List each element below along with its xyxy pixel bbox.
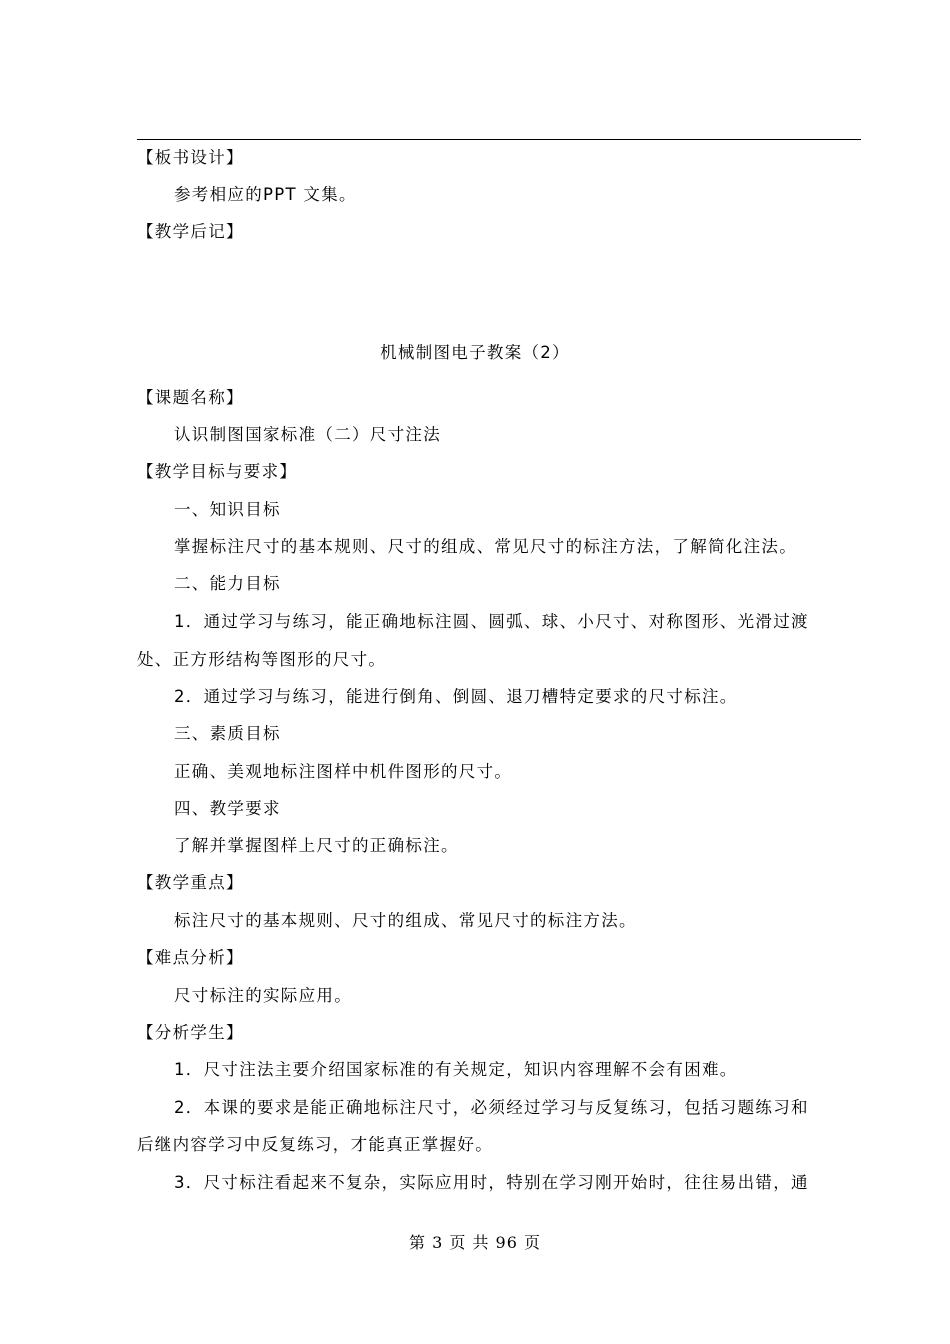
ability-2: 2．通过学习与练习，能进行倒角、倒圆、退刀槽特定要求的尺寸标注。 bbox=[174, 687, 738, 706]
course-name-heading: 【课题名称】 bbox=[137, 388, 244, 407]
students-item-2-line1: 2．本课的要求是能正确地标注尺寸，必须经过学习与反复练习，包括习题练习和 bbox=[174, 1098, 809, 1117]
students-heading: 【分析学生】 bbox=[137, 1023, 244, 1042]
ability-goal-heading: 二、能力目标 bbox=[174, 574, 281, 593]
board-design-text: 参考相应的PPT 文集。 bbox=[174, 185, 357, 204]
goals-heading: 【教学目标与要求】 bbox=[137, 462, 298, 481]
students-item-3-line1: 3．尺寸标注看起来不复杂，实际应用时，特别在学习刚开始时，往往易出错，通 bbox=[174, 1173, 809, 1192]
key-points-text: 标注尺寸的基本规则、尺寸的组成、常见尺寸的标注方法。 bbox=[174, 911, 637, 930]
teaching-req-text: 了解并掌握图样上尺寸的正确标注。 bbox=[174, 836, 459, 855]
ability-1-line1: 1．通过学习与练习，能正确地标注圆、圆弧、球、小尺寸、对称图形、光滑过渡 bbox=[174, 612, 809, 631]
difficulty-text: 尺寸标注的实际应用。 bbox=[174, 986, 352, 1005]
quality-goal-heading: 三、素质目标 bbox=[174, 724, 281, 743]
students-item-1: 1．尺寸注法主要介绍国家标准的有关规定，知识内容理解不会有困难。 bbox=[174, 1060, 738, 1079]
teaching-req-heading: 四、教学要求 bbox=[174, 799, 281, 818]
knowledge-goal-text: 掌握标注尺寸的基本规则、尺寸的组成、常见尺寸的标注方法，了解简化注法。 bbox=[174, 537, 797, 556]
page-number-footer: 第 3 页 共 96 页 bbox=[409, 1233, 541, 1252]
knowledge-goal-heading: 一、知识目标 bbox=[174, 500, 281, 519]
board-design-heading: 【板书设计】 bbox=[137, 148, 244, 167]
students-item-2-line2: 后继内容学习中反复练习，才能真正掌握好。 bbox=[137, 1135, 493, 1154]
postscript-heading: 【教学后记】 bbox=[137, 222, 244, 241]
quality-goal-text: 正确、美观地标注图样中机件图形的尺寸。 bbox=[174, 762, 513, 781]
course-name: 认识制图国家标准（二）尺寸注法 bbox=[174, 425, 441, 444]
difficulty-heading: 【难点分析】 bbox=[137, 948, 244, 967]
top-rule bbox=[137, 139, 861, 140]
key-points-heading: 【教学重点】 bbox=[137, 873, 244, 892]
lesson-title: 机械制图电子教案（2） bbox=[380, 343, 570, 362]
ability-1-line2: 处、正方形结构等图形的尺寸。 bbox=[137, 650, 387, 669]
